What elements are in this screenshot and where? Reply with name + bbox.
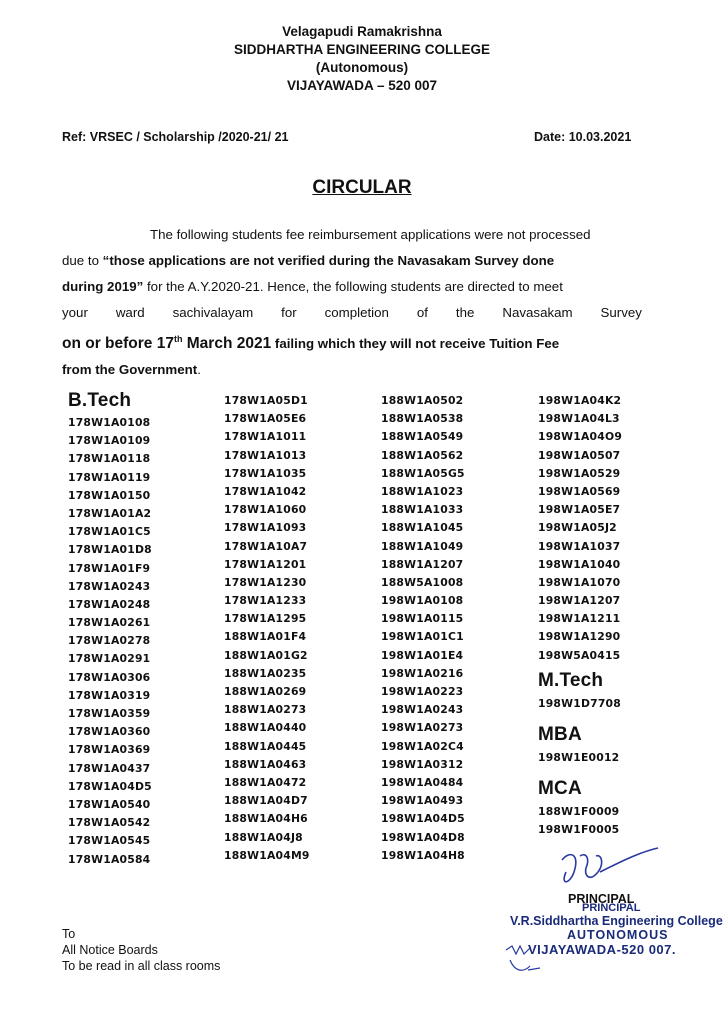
emphasis-text: “those applications are not verified during the Navasakam Survey done — [102, 253, 555, 268]
student-id: 198W1A01E4 — [381, 648, 464, 662]
to-label: To — [62, 927, 76, 941]
body-line-2 — [62, 248, 642, 274]
student-id: 178W1A0359 — [68, 707, 151, 720]
student-id: 178W1A1201 — [224, 557, 307, 571]
principal-label: PRINCIPAL — [568, 892, 635, 906]
body-line-4-word: Navasakam — [502, 305, 573, 320]
student-id: 188W1A04M9 — [224, 848, 310, 862]
body-text: . — [197, 362, 201, 378]
student-id: 198W1A1070 — [538, 575, 621, 589]
body-line-4-word: completion — [324, 305, 389, 320]
student-id: 198W1A1037 — [538, 539, 621, 553]
student-id: 178W1A05D1 — [224, 394, 308, 407]
student-id: 178W1A0319 — [68, 688, 151, 702]
student-id: 188W1A1045 — [381, 521, 464, 535]
body-line-4-word: your — [62, 305, 88, 320]
student-id: 178W1A0108 — [68, 416, 151, 429]
student-id: 178W1A10A7 — [224, 539, 308, 553]
student-id: 178W1A01C5 — [68, 525, 151, 539]
recipient-notice-boards: All Notice Boards — [62, 943, 158, 957]
student-id: 178W1A1060 — [224, 503, 307, 517]
emphasis-text: during 2019” — [62, 279, 144, 294]
body-line-4-word: ward — [115, 305, 145, 320]
student-id: 198W1A0484 — [381, 775, 464, 789]
student-id: 198W1A0507 — [538, 448, 621, 462]
student-id: 178W1A1035 — [224, 466, 307, 480]
student-id: 198W1A0569 — [538, 484, 621, 498]
circular-body — [62, 222, 642, 383]
student-id: 188W1A0562 — [381, 448, 464, 462]
student-id: 188W1A0440 — [224, 721, 307, 735]
student-id: 198W1A0108 — [381, 594, 464, 608]
student-id: 188W5A1008 — [381, 575, 464, 589]
student-id: 188W1A0549 — [381, 430, 464, 444]
student-id: 188W1A0472 — [224, 775, 307, 789]
student-id: 178W1A1233 — [224, 594, 307, 608]
body-line-4-word: for — [281, 305, 297, 320]
student-id: 178W1A1011 — [224, 430, 307, 444]
body-line-1: The following students fee reimbursement applications were not processed — [150, 227, 591, 242]
student-id: 178W1A0243 — [68, 579, 151, 593]
body-line-4-word: sachivalayam — [172, 305, 254, 320]
student-id: 188W1A0463 — [224, 757, 307, 771]
student-id: 178W1A05E6 — [224, 412, 307, 426]
deadline-sup: th — [173, 334, 183, 344]
body-text: for the A.Y.2020-21. Hence, the following students are directed to meet — [143, 279, 563, 294]
student-id: 198W1F0005 — [538, 823, 620, 837]
student-id: 188W1A01G2 — [224, 648, 308, 662]
student-id: 198W1A1040 — [538, 557, 621, 571]
student-id: 178W1A0360 — [68, 725, 151, 739]
body-text: due to — [62, 253, 103, 268]
student-id: 178W1A0369 — [68, 743, 151, 757]
btech-column-2 — [224, 392, 310, 865]
stamp-title: PRINCIPAL — [582, 902, 641, 914]
student-id: 198W1D7708 — [538, 696, 621, 710]
student-id: 198W1A04H8 — [381, 848, 465, 862]
page-title: CIRCULAR — [312, 177, 412, 198]
mca-list — [538, 803, 622, 839]
body-line-6 — [62, 357, 642, 383]
body-line-4-word: Survey — [600, 305, 642, 320]
student-id: 188W1A0538 — [381, 412, 464, 426]
student-id: 198W1A04D8 — [381, 830, 465, 844]
student-id: 178W1A0437 — [68, 761, 151, 775]
student-id: 198W1A04D5 — [381, 812, 465, 826]
circular-date: Date: 10.03.2021 — [534, 130, 632, 144]
btech-column-3 — [381, 392, 465, 865]
student-id: 188W1A0235 — [224, 666, 307, 680]
college-autonomous: (Autonomous) — [315, 60, 409, 75]
student-id: 198W1A1207 — [538, 594, 621, 608]
student-id: 188W1A04H6 — [224, 812, 308, 826]
stamp-college: V.R.Siddhartha Engineering College — [510, 914, 723, 928]
student-id: 178W1A01A2 — [68, 506, 152, 520]
student-id: 198W1A04L3 — [538, 412, 620, 426]
student-id: 178W1A0584 — [68, 852, 151, 866]
student-id: 198W1A02C4 — [381, 739, 464, 753]
student-id: 198W1A0216 — [381, 666, 464, 680]
student-id: 198W1A04K2 — [538, 394, 622, 407]
reference-number: Ref: VRSEC / Scholarship /2020-21/ 21 — [62, 130, 289, 144]
student-id: 188W1F0009 — [538, 805, 620, 819]
student-id: 178W1A0118 — [68, 452, 151, 466]
stamp-autonomous: AUTONOMOUS — [567, 928, 669, 942]
student-id: 198W1A0312 — [381, 757, 464, 771]
student-id: 198W1A0115 — [381, 612, 464, 626]
body-line-4-word: of — [416, 305, 428, 320]
deadline-text: on or before 17 — [62, 335, 174, 353]
student-id: 198W1A0273 — [381, 721, 464, 735]
student-id: 178W1A1295 — [224, 612, 307, 626]
student-id: 178W1A0306 — [68, 670, 151, 684]
student-id: 198W1A0243 — [381, 703, 464, 717]
recipient-class-rooms: To be read in all class rooms — [62, 959, 221, 973]
student-id: 198W1A05E7 — [538, 503, 621, 517]
mtech-list — [538, 695, 622, 713]
student-id: 198W1A1290 — [538, 630, 621, 644]
emphasis-text: failing which they will not receive Tuition Fee — [271, 336, 560, 352]
student-id: 198W1A04O9 — [538, 430, 623, 444]
student-id: 178W1A0119 — [68, 470, 151, 484]
student-id: 178W1A01D8 — [68, 543, 152, 557]
btech-list-4 — [538, 392, 622, 665]
student-id: 188W1A1023 — [381, 484, 464, 498]
mba-list — [538, 749, 622, 767]
student-id: 198W1A0493 — [381, 794, 464, 808]
deadline-month: March 2021 — [182, 335, 272, 353]
date-initial-icon — [500, 940, 550, 980]
student-id: 198W1A1211 — [538, 612, 621, 626]
student-id: 178W1A0109 — [68, 434, 151, 448]
student-id: 188W1A1207 — [381, 557, 464, 571]
body-line-5 — [62, 326, 642, 357]
student-id: 188W1A0273 — [224, 703, 307, 717]
student-id: 188W1A04J8 — [224, 830, 303, 844]
student-id: 188W1A1033 — [381, 503, 464, 517]
student-id: 188W1A05G5 — [381, 466, 465, 480]
student-id: 178W1A0291 — [68, 652, 151, 666]
student-id: 178W1A0150 — [68, 488, 151, 502]
section-label-mtech: M.Tech — [538, 669, 604, 691]
student-id: 178W1A1042 — [224, 484, 307, 498]
body-line-3 — [62, 274, 642, 300]
btech-column-1 — [68, 388, 152, 869]
student-id: 178W1A0545 — [68, 834, 151, 848]
student-id: 198W1E0012 — [538, 751, 620, 764]
student-id: 198W1A0223 — [381, 685, 464, 698]
student-id: 178W1A0261 — [68, 616, 151, 630]
student-id: 198W5A0415 — [538, 648, 621, 662]
section-label-mca: MCA — [538, 778, 582, 800]
student-id: 198W1A01C1 — [381, 630, 464, 644]
student-id: 178W1A0248 — [68, 597, 151, 611]
college-name-line2: SIDDHARTHA ENGINEERING COLLEGE — [233, 42, 490, 57]
student-id: 198W1A05J2 — [538, 521, 617, 535]
student-id: 188W1A1049 — [381, 539, 464, 553]
college-name-line1: Velagapudi Ramakrishna — [282, 24, 442, 39]
student-id: 178W1A0542 — [68, 816, 151, 830]
student-id: 178W1A1230 — [224, 575, 307, 589]
student-id: 188W1A0445 — [224, 739, 307, 753]
college-city: VIJAYAWADA – 520 007 — [286, 78, 438, 93]
student-id: 188W1A0502 — [381, 394, 464, 407]
emphasis-text: from the Government — [62, 362, 198, 378]
student-id: 188W1A04D7 — [224, 794, 308, 808]
body-line-4-word: the — [455, 305, 475, 320]
student-id: 188W1A01F4 — [224, 630, 307, 644]
student-id: 198W1A0529 — [538, 466, 621, 480]
student-id: 178W1A1093 — [224, 521, 307, 535]
section-label-btech: B.Tech — [68, 390, 132, 411]
body-line-4 — [62, 300, 642, 326]
section-label-mba: MBA — [538, 724, 582, 745]
stamp-city: VIJAYAWADA-520 007. — [528, 942, 677, 957]
btech-column-4 — [538, 392, 622, 840]
student-id: 188W1A0269 — [224, 685, 307, 698]
student-id: 178W1A04D5 — [68, 779, 152, 793]
student-id: 178W1A01F9 — [68, 561, 151, 575]
student-id: 178W1A1013 — [224, 448, 307, 462]
student-id: 178W1A0278 — [68, 634, 151, 648]
student-id: 178W1A0540 — [68, 797, 151, 811]
